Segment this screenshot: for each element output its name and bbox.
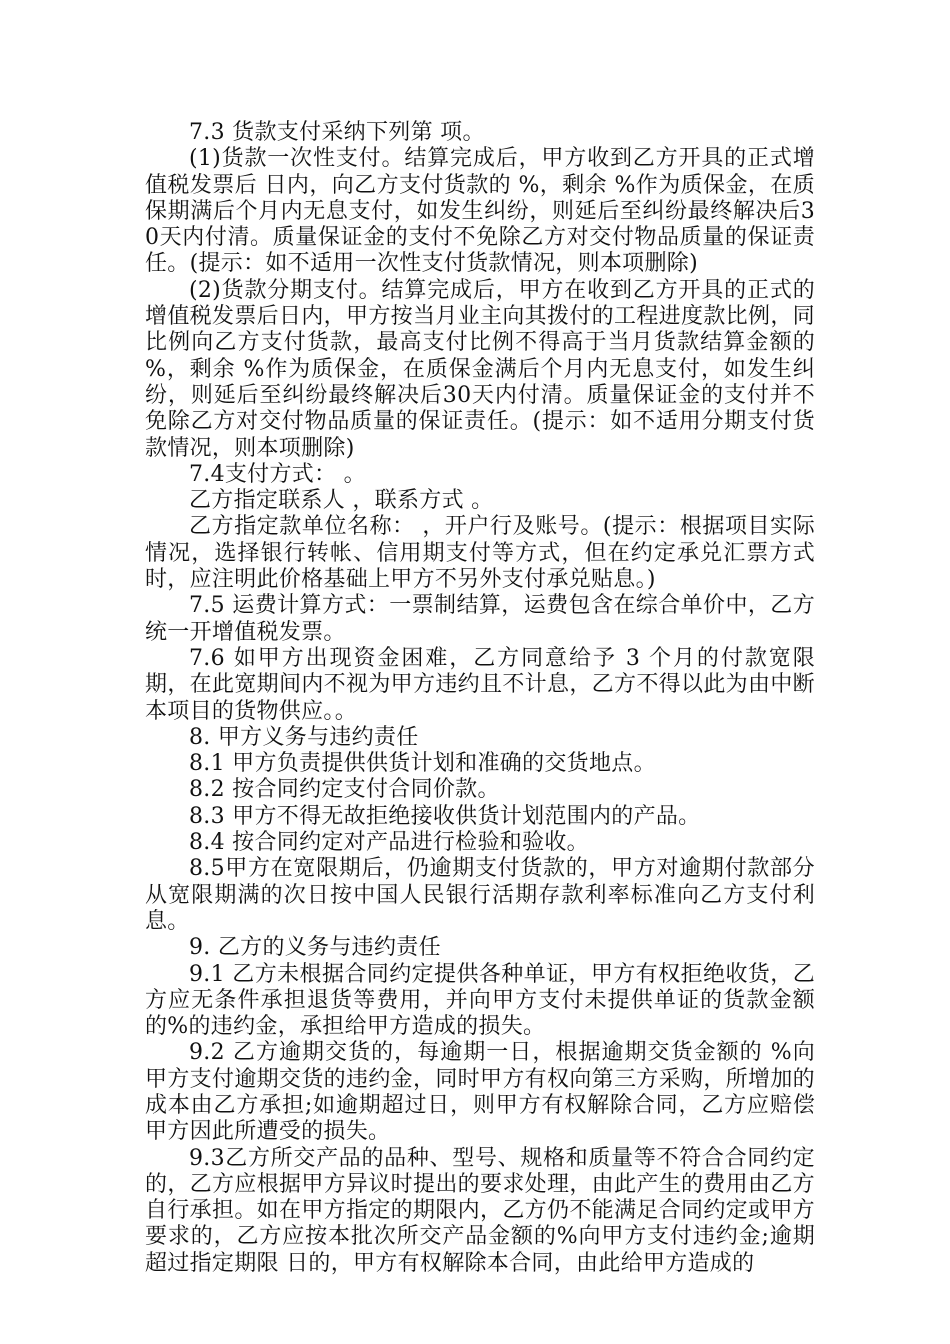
clause-7-3-option-1: (1)货款一次性支付。结算完成后，甲方收到乙方开具的正式增值税发票后 日内，向乙方支付货款的 %，剩余 %作为质保金，在质保期满后个月内无息支付，如发生纠纷，则延后至纠纷最终解决后30天内付清。质量保证金的支付不免除乙方对交付物品质量的保证责任。(提示：如不适用一次性支付货款情况，则本项删除) — [145, 146, 815, 277]
clause-8-3: 8.3 甲方不得无故拒绝接收供货计划范围内的产品。 — [189, 803, 701, 829]
document-body — [145, 120, 815, 1277]
clause-9-3: 9.3乙方所交产品的品种、型号、规格和质量等不符合合同约定的，乙方应根据甲方异议时提出的要求处理，由此产生的费用由乙方自行承担。如在甲方指定的期限内，乙方仍不能满足合同约定或甲方要求的，乙方应按本批次所交产品金额的%向甲方支付违约金;逾期超过指定期限 日的，甲方有权解除本合同，由此给甲方造成的 — [145, 1145, 815, 1276]
clause-7-4-account: 乙方指定款单位名称： ，开户行及账号。(提示：根据项目实际情况，选择银行转帐、信用期支付等方式，但在约定承兑汇票方式时，应注明此价格基础上甲方不另外支付承兑贴息。) — [145, 514, 815, 593]
clause-9-2: 9.2 乙方逾期交货的，每逾期一日，根据逾期交货金额的 %向甲方支付逾期交货的违约金，同时甲方有权向第三方采购，所增加的成本由乙方承担;如逾期超过日，则甲方有权解除合同，乙方应赔偿甲方因此所遭受的损失。 — [145, 1040, 815, 1145]
section-9-heading: 9. 乙方的义务与违约责任 — [189, 935, 441, 961]
clause-8-4: 8.4 按合同约定对产品进行检验和验收。 — [189, 830, 589, 856]
section-8-heading: 8. 甲方义务与违约责任 — [189, 724, 419, 750]
clause-7-4-contact: 乙方指定联系人 ，联系方式 。 — [189, 488, 494, 514]
clause-7-4-payment-method: 7.4支付方式： 。 — [189, 461, 366, 487]
clause-7-5-freight: 7.5 运费计算方式：一票制结算，运费包含在综合单价中，乙方统一开增值税发票。 — [145, 593, 815, 645]
clause-8-2: 8.2 按合同约定支付合同价款。 — [189, 777, 500, 803]
clause-7-3-option-2: (2)货款分期支付。结算完成后，甲方在收到乙方开具的正式的增值税发票后日内，甲方按当月业主向其拨付的工程进度款比例，同比例向乙方支付货款，最高支付比例不得高于当月货款结算金额的 %，剩余 %作为质保金，在质保金满后个月内无息支付，如发生纠纷，则延后至纠纷最终解决后30天内付清。质量保证金的支付并不免除乙方对交付物品质量的保证责任。(提示：如不适用分期支付货款情况，则本项删除) — [145, 277, 815, 461]
clause-8-1: 8.1 甲方负责提供供货计划和准确的交货地点。 — [189, 751, 656, 777]
clause-7-6-grace-period: 7.6 如甲方出现资金困难，乙方同意给予 3 个月的付款宽限期，在此宽期间内不视为甲方违约且不计息，乙方不得以此为由中断本项目的货物供应。。 — [145, 645, 815, 724]
clause-9-1: 9.1 乙方未根据合同约定提供各种单证，甲方有权拒绝收货，乙方应无条件承担退货等费用，并向甲方支付未提供单证的货款金额的%的违约金，承担给甲方造成的损失。 — [145, 961, 815, 1040]
clause-7-3-heading: 7.3 货款支付采纳下列第 项。 — [189, 120, 485, 145]
clause-8-5: 8.5甲方在宽限期后，仍逾期支付货款的，甲方对逾期付款部分从宽限期满的次日按中国人民银行活期存款利率标准向乙方支付利息。 — [145, 856, 815, 934]
